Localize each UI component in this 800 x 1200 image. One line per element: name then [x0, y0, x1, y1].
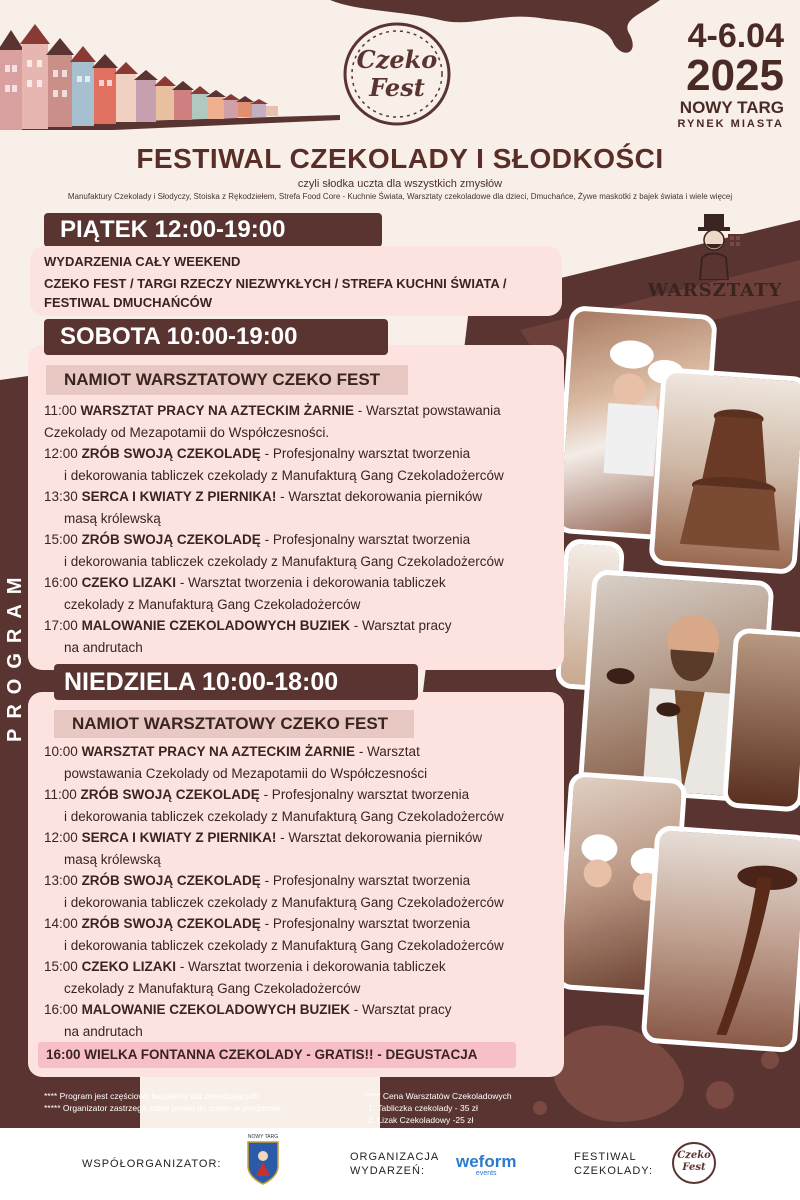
event-time: 12:00	[44, 446, 78, 461]
sunday-events	[44, 741, 574, 1042]
event-description-cont: powstawania Czekolady od Mezapotamii do Współczesności	[64, 765, 428, 781]
event-description: - Profesjonalny warsztat tworzenia	[260, 446, 471, 461]
event-item	[44, 400, 574, 443]
event-item	[44, 913, 574, 956]
organizer-label	[350, 1150, 439, 1178]
event-time: 11:00	[44, 403, 77, 418]
event-description-cont: czekolady z Manufakturą Gang Czekoladożerców	[64, 980, 361, 996]
event-description: - Warsztat pracy	[350, 618, 452, 633]
photo-fountain-small	[722, 627, 800, 812]
notes-right	[364, 1090, 512, 1126]
event-description: - Warsztat dekorowania pierników	[276, 830, 483, 845]
event-title: SERCA I KWIATY Z PIERNIKA!	[81, 830, 277, 845]
note-program-free: **** Program jest częściowo bezpłatny dla zwiedzających	[44, 1091, 259, 1101]
event-time: 10:00	[44, 744, 78, 759]
event-title: ZRÓB SWOJĄ CZEKOLADĘ	[81, 446, 261, 461]
notes-left	[44, 1090, 283, 1114]
event-main-line	[44, 486, 574, 508]
event-main-line	[44, 999, 574, 1021]
festival-label-line1: FESTIWAL	[574, 1151, 637, 1163]
event-title: SERCA I KWIATY Z PIERNIKA!	[81, 489, 277, 504]
event-title: ZRÓB SWOJĄ CZEKOLADĘ	[81, 873, 261, 888]
event-main-line	[44, 400, 574, 422]
page-subtitle: czyli słodka uczta dla wszystkich zmysłów	[297, 178, 503, 190]
sunday-tent-label: NAMIOT WARSZTATOWY CZEKO FEST	[54, 710, 414, 738]
czeko-fest-logo	[338, 18, 456, 130]
saturday-events	[44, 400, 574, 658]
footer-logo-text: Czeko Fest	[677, 1150, 711, 1173]
weform-logo-text: weform	[456, 1152, 517, 1171]
event-item	[44, 572, 574, 615]
event-main-line	[44, 913, 574, 935]
event-dates-block	[678, 18, 785, 130]
event-time: 11:00	[44, 787, 77, 802]
event-item	[44, 529, 574, 572]
event-description: - Warsztat dekorowania pierników	[276, 489, 483, 504]
event-description-cont: i dekorowania tabliczek czekolady z Manufakturą Gang Czekoladożerców	[64, 467, 504, 483]
event-item	[44, 486, 574, 529]
event-main-line	[44, 572, 574, 594]
event-item	[44, 741, 574, 784]
event-main-line	[44, 827, 574, 849]
nowy-targ-crest	[246, 1134, 280, 1190]
weform-logo	[456, 1154, 516, 1177]
program-side-label: PROGRAM	[4, 567, 26, 742]
event-description-cont: czekolady z Manufakturą Gang Czekoladożerców	[64, 596, 361, 612]
weform-logo-sub: events	[475, 1170, 497, 1177]
event-description-cont: i dekorowania tabliczek czekolady z Manufakturą Gang Czekoladożerców	[64, 894, 504, 910]
tab-sunday: NIEDZIELA 10:00-18:00	[54, 664, 418, 700]
organizer-label-line2: WYDARZEŃ:	[350, 1165, 425, 1177]
event-title: MALOWANIE CZEKOLADOWYCH BUZIEK	[81, 1002, 351, 1017]
event-time: 16:00	[44, 575, 78, 590]
event-item	[44, 443, 574, 486]
saturday-tent-label: NAMIOT WARSZTATOWY CZEKO FEST	[46, 365, 408, 395]
event-main-line	[44, 615, 574, 637]
event-description-cont: Czekolady od Mezapotamii do Współczesności.	[44, 424, 330, 440]
event-main-line	[44, 741, 574, 763]
event-item	[44, 827, 574, 870]
event-dates: 4-6.04	[687, 17, 784, 55]
event-description: - Profesjonalny warsztat tworzenia	[260, 532, 471, 547]
warsztaty-badge	[640, 210, 790, 310]
event-description: - Profesjonalny warsztat tworzenia	[259, 787, 470, 802]
event-description-cont: na andrutach	[64, 1023, 143, 1039]
tab-friday: PIĄTEK 12:00-19:00	[44, 213, 382, 247]
town-houses-illustration	[0, 10, 340, 130]
footer-czeko-logo	[670, 1140, 718, 1186]
photo-chocolate-fountain	[648, 367, 800, 575]
event-time: 17:00	[44, 618, 78, 633]
event-description: - Warsztat tworzenia i dekorowania tabliczek	[176, 959, 446, 974]
festival-label-line2: CZEKOLADY:	[574, 1165, 654, 1177]
event-time: 16:00	[44, 1002, 78, 1017]
event-description-cont: masą królewską	[64, 510, 161, 526]
event-time: 13:30	[44, 489, 78, 504]
event-time: 13:00	[44, 873, 78, 888]
event-time: 12:00	[44, 830, 78, 845]
event-description: - Warsztat	[355, 744, 420, 759]
event-year: 2025	[686, 51, 784, 100]
page-title: FESTIWAL CZEKOLADY I SŁODKOŚCI	[136, 143, 664, 174]
event-description: - Profesjonalny warsztat tworzenia	[260, 873, 471, 888]
event-time: 14:00	[44, 916, 78, 931]
photo-chocolate-pour	[641, 825, 800, 1053]
crest-label: NOWY TARG	[247, 1134, 279, 1140]
crest-icon	[246, 1140, 280, 1186]
event-town: NOWY TARG	[679, 98, 784, 117]
friday-panel	[30, 246, 562, 316]
note-price-lollipop: 2. Lizak Czekoladowy -25 zł	[368, 1115, 474, 1125]
logo-text: Czeko Fest	[356, 45, 438, 102]
festival-label	[574, 1150, 653, 1178]
note-organizer-changes: ***** Organizator zastrzega sobie prawo do zmian w programie.	[44, 1103, 284, 1113]
friday-line-1: WYDARZENIA CAŁY WEEKEND	[44, 254, 241, 269]
event-description: - Warsztat pracy	[350, 1002, 452, 1017]
event-main-line	[44, 529, 574, 551]
event-item	[44, 784, 574, 827]
friday-line-3: FESTIWAL DMUCHAŃCÓW	[44, 295, 213, 310]
event-title: CZEKO LIZAKI	[81, 959, 177, 974]
event-title: WARSZTAT PRACY NA AZTECKIM ŻARNIE	[81, 744, 356, 759]
tab-saturday: SOBOTA 10:00-19:00	[44, 319, 388, 355]
attractions-line: Manufaktury Czekolady i Słodyczy, Stoiska z Rękodziełem, Strefa Food Core - Kuchnie Świata, Warsztaty czekoladowe dla dzieci, Dmuchańce, Żywe maskotki z bajek świata i wiele więcej	[67, 192, 733, 201]
event-description: - Profesjonalny warsztat tworzenia	[260, 916, 471, 931]
event-description-cont: i dekorowania tabliczek czekolady z Manufakturą Gang Czekoladożerców	[64, 937, 504, 953]
event-time: 15:00	[44, 959, 78, 974]
event-title: ZRÓB SWOJĄ CZEKOLADĘ	[80, 787, 260, 802]
event-title: CZEKO LIZAKI	[81, 575, 177, 590]
event-main-line	[44, 443, 574, 465]
event-title: MALOWANIE CZEKOLADOWYCH BUZIEK	[81, 618, 351, 633]
footer	[0, 1128, 800, 1200]
event-description: - Warsztat powstawania	[354, 403, 501, 418]
event-item	[44, 999, 574, 1042]
event-title: ZRÓB SWOJĄ CZEKOLADĘ	[81, 532, 261, 547]
event-time: 15:00	[44, 532, 78, 547]
event-item	[44, 870, 574, 913]
event-main-line	[44, 784, 574, 806]
organizer-label-line1: ORGANIZACJA	[350, 1151, 440, 1163]
event-title: WARSZTAT PRACY NA AZTECKIM ŻARNIE	[80, 403, 355, 418]
event-item	[44, 615, 574, 658]
event-place: RYNEK MIASTA	[677, 118, 784, 130]
event-description-cont: i dekorowania tabliczek czekolady z Manufakturą Gang Czekoladożerców	[64, 553, 504, 569]
note-prices-title: ***** Cena Warsztatów Czekoladowych	[364, 1091, 512, 1101]
event-main-line	[44, 956, 574, 978]
event-main-line	[44, 870, 574, 892]
event-title: ZRÓB SWOJĄ CZEKOLADĘ	[81, 916, 261, 931]
event-description-cont: na andrutach	[64, 639, 143, 655]
event-description-cont: masą królewską	[64, 851, 161, 867]
chocolatier-icon	[680, 210, 750, 280]
chocolate-fountain-highlight: 16:00 WIELKA FONTANNA CZEKOLADY - GRATIS!! - DEGUSTACJA	[38, 1042, 516, 1068]
warsztaty-label: WARSZTATY	[647, 280, 783, 301]
coorganizer-label: WSPÓŁORGANIZATOR:	[82, 1158, 222, 1170]
friday-line-2: CZEKO FEST / TARGI RZECZY NIEZWYKŁYCH / STREFA KUCHNI ŚWIATA /	[44, 276, 507, 291]
event-description-cont: i dekorowania tabliczek czekolady z Manufakturą Gang Czekoladożerców	[64, 808, 504, 824]
event-description: - Warsztat tworzenia i dekorowania tabliczek	[176, 575, 446, 590]
event-item	[44, 956, 574, 999]
note-price-bar: 1. Tabliczka czekolady - 35 zł	[368, 1103, 478, 1113]
